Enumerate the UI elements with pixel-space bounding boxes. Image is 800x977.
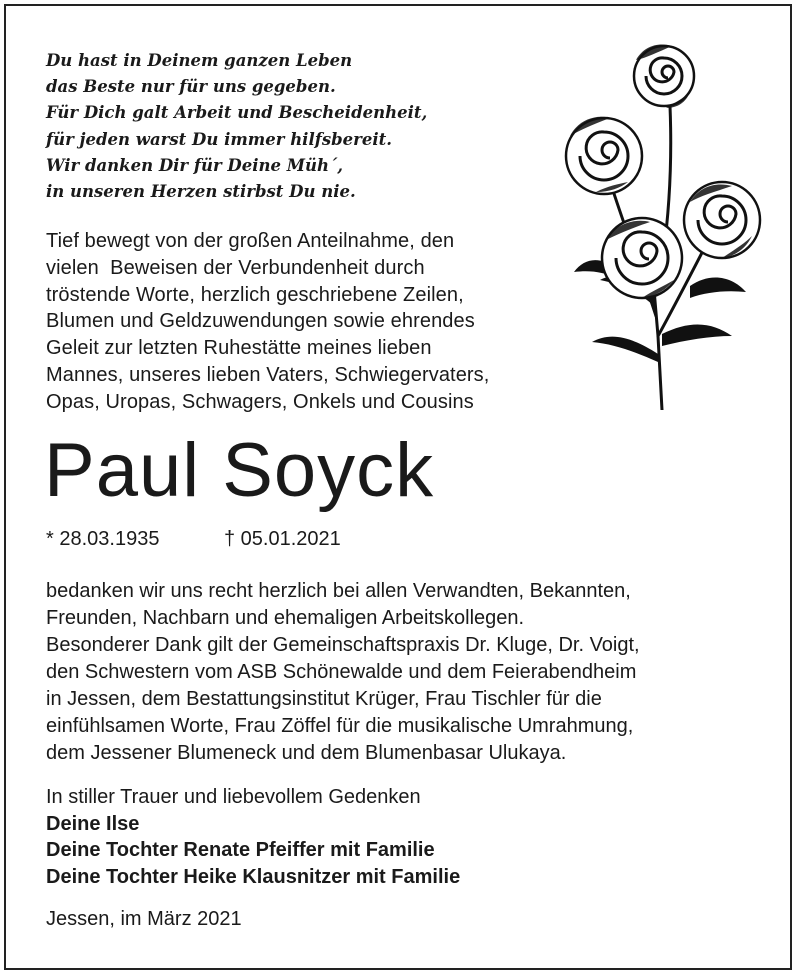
poem-line: Du hast in Deinem ganzen Leben	[46, 51, 353, 70]
thanks-line: dem Jessener Blumeneck und dem Blumenbasar Ulukaya.	[46, 742, 567, 764]
thanks-paragraph	[46, 578, 640, 767]
intro-paragraph	[46, 228, 489, 416]
poem-line: das Beste nur für uns gegeben.	[46, 77, 336, 97]
poem-line: für jeden warst Du immer hilfsbereit.	[46, 129, 392, 149]
thanks-line: Besonderer Dank gilt der Gemeinschaftspraxis Dr. Kluge, Dr. Voigt,	[46, 634, 640, 656]
intro-line: Blumen und Geldzuwendungen sowie ehrendes	[46, 310, 475, 333]
birth-date: * 28.03.1935	[46, 528, 160, 550]
deceased-name: Paul Soyck	[44, 428, 435, 513]
mourner-name: Deine Ilse	[46, 812, 140, 835]
poem-line: in unseren Herzen stirbst Du nie.	[46, 182, 356, 202]
intro-line: Geleit zur letzten Ruhestätte meines lieben	[46, 337, 432, 360]
intro-line: Mannes, unseres lieben Vaters, Schwiegervaters,	[46, 363, 490, 386]
mourner-name: Deine Tochter Renate Pfeiffer mit Familie	[46, 839, 435, 861]
thanks-line: einfühlsamen Worte, Frau Zöffel für die musikalische Umrahmung,	[46, 715, 634, 737]
intro-line: tröstende Worte, herzlich geschriebene Zeilen,	[46, 283, 464, 306]
poem-line: Wir danken Dir für Deine Müh´,	[46, 155, 343, 175]
intro-line: vielen Beweisen der Verbundenheit durch	[46, 256, 425, 279]
thanks-line: bedanken wir uns recht herzlich bei allen Verwandten, Bekannten,	[46, 580, 631, 602]
place-date: Jessen, im März 2021	[46, 908, 242, 930]
intro-line: Opas, Uropas, Schwagers, Onkels und Cousins	[46, 390, 474, 413]
intro-line: Tief bewegt von der großen Anteilnahme, den	[46, 230, 455, 252]
mourners-block	[46, 784, 460, 890]
thanks-line: Freunden, Nachbarn und ehemaligen Arbeitskollegen.	[46, 607, 525, 629]
thanks-line: den Schwestern vom ASB Schönewalde und dem Feierabendheim	[46, 661, 637, 683]
mourners-intro: In stiller Trauer und liebevollem Gedenken	[46, 786, 421, 808]
mourner-name: Deine Tochter Heike Klausnitzer mit Familie	[46, 865, 461, 888]
memorial-poem	[46, 48, 516, 205]
death-date: † 05.01.2021	[224, 528, 341, 550]
thanks-line: in Jessen, dem Bestattungsinstitut Krüger, Frau Tischler für die	[46, 688, 602, 710]
life-dates	[46, 526, 341, 552]
poem-line: Für Dich galt Arbeit und Bescheidenheit,	[46, 103, 428, 123]
roses-illustration-icon	[540, 36, 766, 410]
